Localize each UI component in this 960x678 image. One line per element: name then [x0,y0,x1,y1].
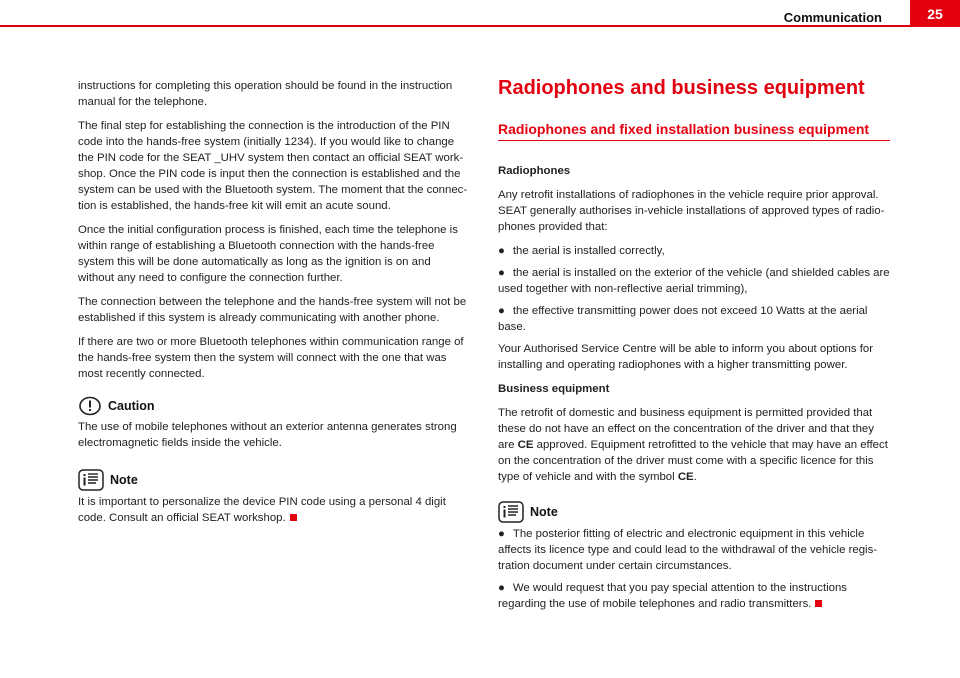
note-title: Note [110,473,138,487]
list-item-text: The posterior fitting of electric and electronic equipment in this vehicle affects its licence type and could lead to the withdrawal of the vehicle regis-tration document under certain circumstances. [498,528,878,572]
business-text-part: approved. Equipment retrofitted to the vehicle that may have an effect on the concentration of the driver must come with a specific licence for this type of vehicle and with the symbol [498,439,888,483]
paragraph: The final step for establishing the connection is the introduction of the PIN code into the hands-free system (initially 1234). If you would like to change the PIN code for the SEAT _UHV system then contact an official SEAT work-shop. Once the PIN code is input then the connection is established and the system can be used with the Bluetooth system. The moment that the connec-tion is established, the hands-free kit will emit an acute sound. [78,120,468,212]
radiophones-intro: Any retrofit installations of radiophones in the vehicle require prior approval. SEAT generally authorises in-vehicle installations of approved types of radio-phones provided that: [498,189,885,233]
list-item [498,303,890,335]
note-text [78,494,468,526]
list-item-text: We would request that you pay special attention to the instructions regarding the use of mobile telephones and radio transmitters. [498,582,848,610]
note-icon [498,501,524,523]
bullet-icon: ● [498,245,505,257]
business-text-part: The retrofit of domestic and business equipment is permitted provided that these do not have an effect on the concentration of the driver and that they are [498,407,874,451]
list-item-text: the aerial is installed correctly, [512,245,665,257]
note-title: Note [530,505,558,519]
end-of-section-icon [815,600,822,607]
radiophones-closing: Your Authorised Service Centre will be able to inform you about options for installing and operating radiophones with a higher transmitting power. [498,343,874,371]
list-item [498,526,890,574]
note-heading [78,469,468,491]
caution-title: Caution [108,399,155,413]
subsection-title: Radiophones and fixed installation business equipment [498,120,890,141]
paragraph: The connection between the telephone and the hands-free system will not be established if this system is already communicating with another phone. [78,296,467,324]
note-heading [498,501,890,523]
bullet-icon: ● [498,305,505,317]
paragraph: If there are two or more Bluetooth telephones within communication range of the hands-free system then the system will connect with the one that was most recently connected. [78,336,464,380]
business-heading: Business equipment [498,383,610,395]
radiophones-heading: Radiophones [498,165,571,177]
note-icon [78,469,104,491]
business-text [498,405,890,485]
list-item [498,243,890,259]
header-rule [0,25,960,27]
ce-mark: CE [677,471,694,483]
end-of-section-icon [290,514,297,521]
radiophones-bullet-list [498,243,890,335]
ce-mark: CE [517,439,534,451]
section-title: Radiophones and business equipment [498,77,865,99]
caution-icon [78,396,102,416]
list-item-text: the effective transmitting power does not exceed 10 Watts at the aerial base. [498,305,868,333]
bullet-icon: ● [498,267,505,279]
page-header-title: Communication [783,10,882,25]
paragraph: instructions for completing this operation should be found in the instruction manual for the telephone. [78,80,453,108]
caution-heading [78,396,468,416]
page-number: 25 [910,0,960,27]
caution-text: The use of mobile telephones without an exterior antenna generates strong electromagnetic fields inside the vehicle. [78,421,457,449]
right-column [498,76,890,618]
note-text-content: It is important to personalize the device PIN code using a personal 4 digit code. Consult an official SEAT workshop. [78,496,446,524]
list-item [498,580,890,612]
business-text-part: . [693,471,697,483]
left-column [78,78,468,534]
list-item [498,265,890,297]
note-bullet-list [498,526,890,612]
paragraph: Once the initial configuration process is finished, each time the telephone is within range of establishing a Bluetooth connection with the hands-free system this will be done automatically as long as the ignition is on and without any need to configure the connection further. [78,224,458,284]
bullet-icon: ● [498,528,505,540]
bullet-icon: ● [498,582,505,594]
list-item-text: the aerial is installed on the exterior of the vehicle (and shielded cables are used together with non-reflective aerial trimming), [498,267,890,295]
